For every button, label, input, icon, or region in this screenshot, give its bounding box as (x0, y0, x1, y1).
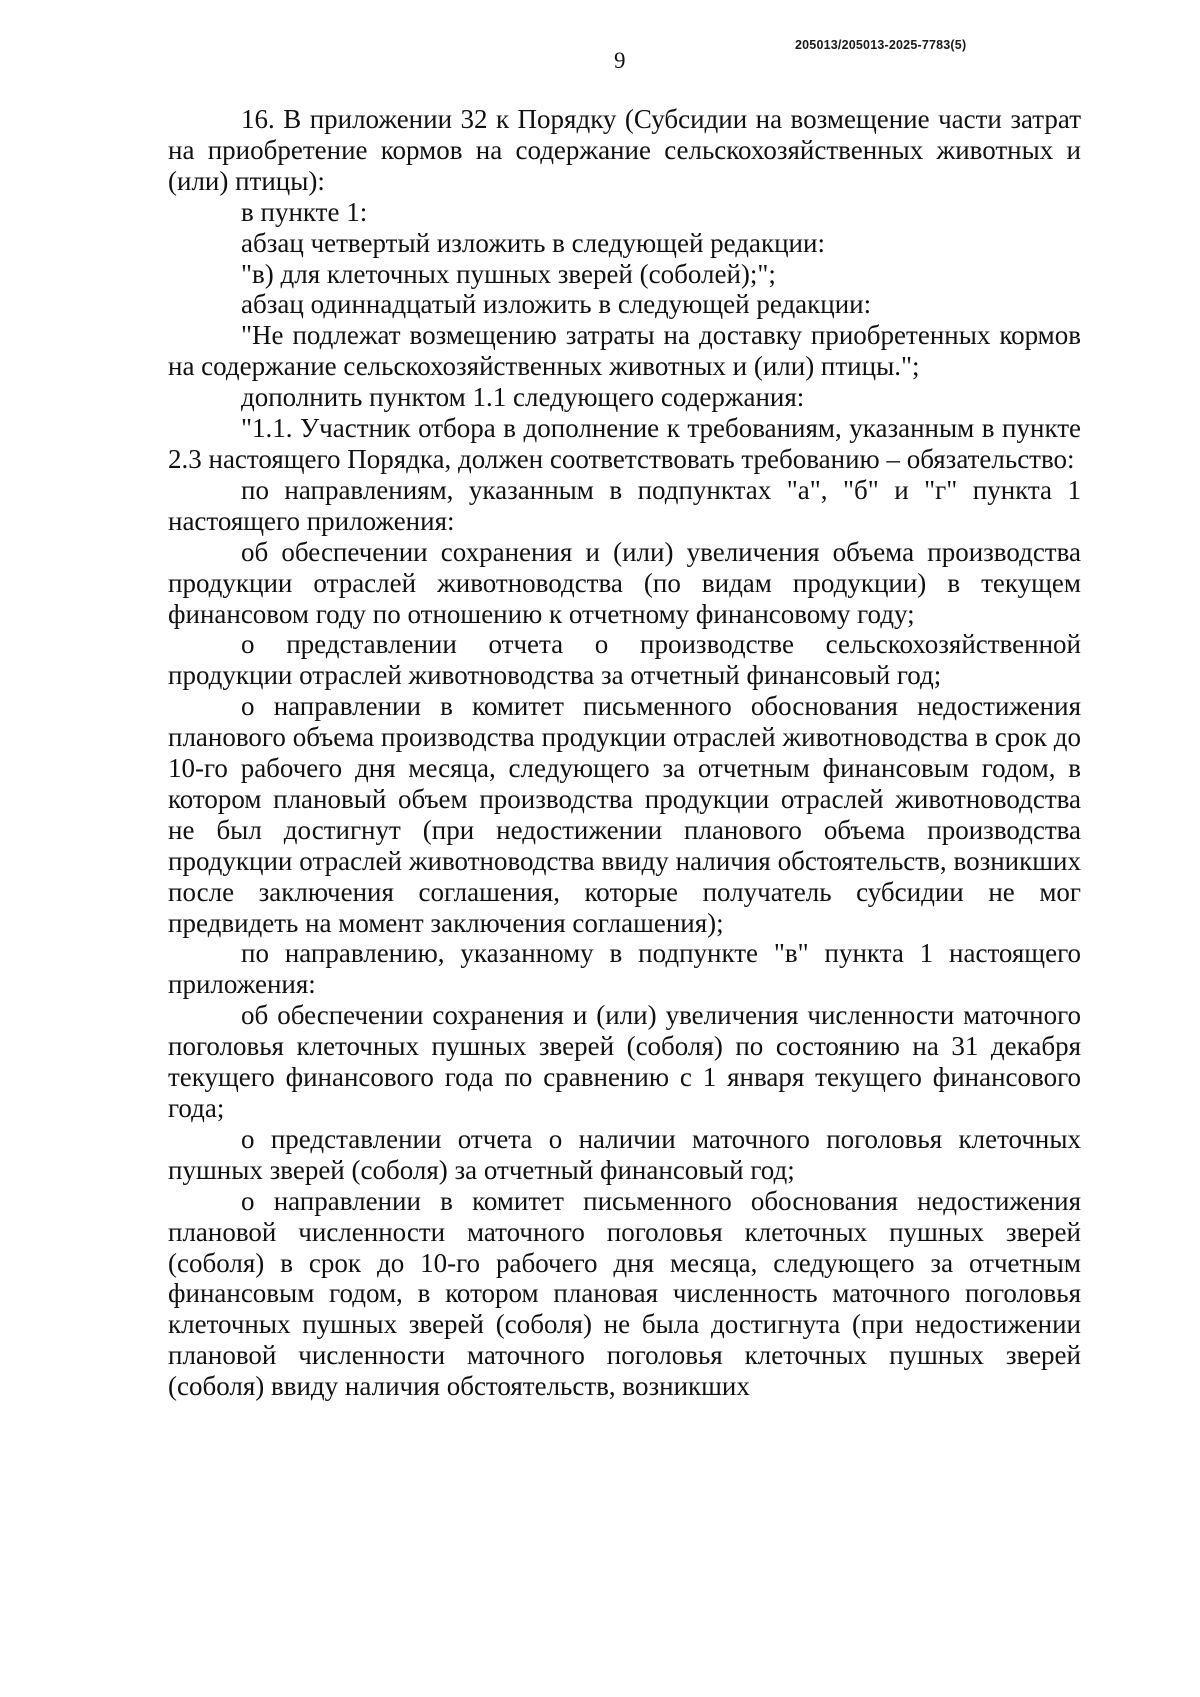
document-body (168, 104, 1081, 1402)
paragraph: "1.1. Участник отбора в дополнение к требованиям, указанным в пункте 2.3 настоящего Порядка, должен соответствовать требованию – обязательство: (168, 413, 1081, 474)
paragraph: "Не подлежат возмещению затраты на доставку приобретенных кормов на содержание сельскохозяйственных животных и (или) птицы."; (168, 320, 1081, 382)
paragraph: о направлении в комитет письменного обоснования недостижения планового объема производства продукции отраслей животноводства в срок до 10-го рабочего дня месяца, следующего за отчетным финансовым годом, в котором плановый объем производства продукции отраслей животноводства не был достигнут (при недостижении планового объема производства продукции отраслей животноводства ввиду наличия обстоятельств, возникших после заключения соглашения, которые получатель субсидии не мог предвидеть на момент заключения соглашения); (168, 691, 1081, 938)
paragraph: о представлении отчета о производстве сельскохозяйственной продукции отраслей животноводства за отчетный финансовый год; (168, 629, 1081, 691)
paragraph: дополнить пунктом 1.1 следующего содержания: (241, 382, 805, 413)
page-number: 9 (614, 48, 626, 73)
paragraph: 16. В приложении 32 к Порядку (Субсидии на возмещение части затрат на приобретение кормов на содержание сельскохозяйственных животных и (или) птицы): (168, 104, 1081, 196)
paragraph: о направлении в комитет письменного обоснования недостижения плановой численности маточного поголовья клеточных пушных зверей (соболя) в срок до 10-го рабочего дня месяца, следующего за отчетным финансовым годом, в котором плановая численность маточного поголовья клеточных пушных зверей (соболя) не была достигнута (при недостижении плановой численности маточного поголовья клеточных пушных зверей (соболя) ввиду наличия обстоятельств, возникших (168, 1185, 1081, 1402)
paragraph: по направлениям, указанным в подпунктах "а", "б" и "г" пункта 1 настоящего приложения: (168, 474, 1081, 536)
paragraph: "в) для клеточных пушных зверей (соболей);"; (241, 258, 776, 289)
paragraph: о представлении отчета о наличии маточного поголовья клеточных пушных зверей (соболя) за отчетный финансовый год; (168, 1123, 1081, 1185)
paragraph: абзац одиннадцатый изложить в следующей редакции: (241, 289, 872, 320)
paragraph: в пункте 1: (241, 196, 368, 227)
paragraph: абзац четвертый изложить в следующей редакции: (241, 227, 825, 258)
paragraph: об обеспечении сохранения и (или) увеличения объема производства продукции отраслей животноводства (по видам продукции) в текущем финансовом году по отношению к отчетному финансовому году; (168, 536, 1081, 629)
paragraph: об обеспечении сохранения и (или) увеличения численности маточного поголовья клеточных пушных зверей (соболя) по состоянию на 31 декабря текущего финансового года по сравнению с 1 января текущего финансового года; (168, 1000, 1081, 1123)
document-id: 205013/205013-2025-7783(5) (795, 38, 967, 52)
paragraph: по направлению, указанному в подпункте "в" пункта 1 настоящего приложения: (168, 938, 1081, 1000)
